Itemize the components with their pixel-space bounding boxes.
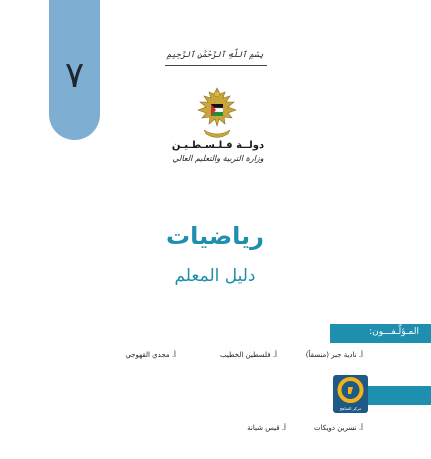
- author-4: أ. نسرين دويكات: [314, 424, 363, 432]
- grade-number: ٧: [64, 55, 85, 96]
- author-5: أ. قيس شبانة: [247, 424, 286, 432]
- bottom-accent-bar: [360, 386, 431, 405]
- author-3: أ. مجدي القهوجي: [125, 351, 176, 359]
- palestine-emblem-icon: [192, 86, 242, 142]
- author-1: أ. نادية جبر (منسقاً): [305, 351, 363, 359]
- basmala: بِسْمِ ٱللَّهِ ٱلرَّحْمَٰنِ ٱلرَّحِيمِ: [166, 50, 264, 59]
- curriculum-center-logo: [333, 375, 368, 413]
- book-subtitle: دليل المعلم: [174, 266, 256, 286]
- curriculum-center-logo-text: مركز المناهج: [339, 406, 362, 411]
- authors-label: المـؤلّـفـــون:: [369, 327, 419, 337]
- author-2: أ. فلسطين الخطيب: [219, 351, 277, 359]
- state-name: دولــة فـلـسـطـيـن: [171, 140, 265, 151]
- basmala-underline: [165, 65, 267, 66]
- curriculum-center-logo-icon: [333, 375, 368, 405]
- authors-label-bar: [330, 324, 431, 343]
- book-title: رياضيات: [166, 222, 264, 250]
- ministry-name: وزارة التربية والتعليم العالي: [172, 154, 264, 163]
- grade-tab: [49, 0, 100, 140]
